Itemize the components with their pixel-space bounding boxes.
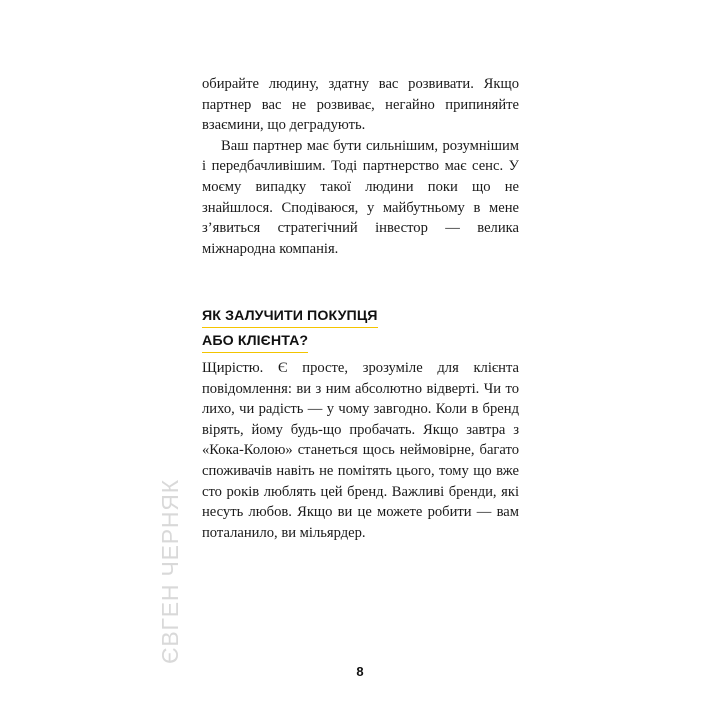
- section-heading-line-1: ЯК ЗАЛУЧИТИ ПОКУПЦЯ: [202, 306, 378, 328]
- paragraph-partner: Ваш партнер має бути сильнішим, розумнішим і передбачливішим. Тоді партнерство має сенс. У моєму випадку такої людини поки що не знайшлося. Сподіваюся, у майбутньому в мене з’явиться стратегічний інвестор — велика міжнародна компанія.: [202, 137, 519, 257]
- paragraph-sincerity: Щирістю. Є просте, зрозуміле для клієнта повідомлення: ви з ним абсолютно відверті. Чи то лихо, чи радість — у чому завгодно. Коли в бренд вірять, йому будь-що пробачать. Якщо завтра з «Кока-Колою» станеться щось неймовірне, багато споживачів навіть не помітять цього, тому що вже сто років люблять цей бренд. Важливі бренди, які несуть любов. Якщо ви це можете робити — вам поталанило, ви мільярдер.: [202, 360, 519, 541]
- paragraph-continued: обирайте людину, здатну вас розвивати. Якщо партнер вас не розвиває, негайно припиняйте взаємини, що деградують.: [202, 76, 519, 134]
- section-heading: [202, 306, 532, 356]
- body-text-top: [202, 74, 519, 259]
- author-name: ЄВГЕН ЧЕРНЯК: [157, 479, 183, 664]
- body-text-section: [202, 358, 519, 543]
- page-number: 8: [356, 664, 364, 679]
- section-heading-line-2: АБО КЛІЄНТА?: [202, 331, 308, 353]
